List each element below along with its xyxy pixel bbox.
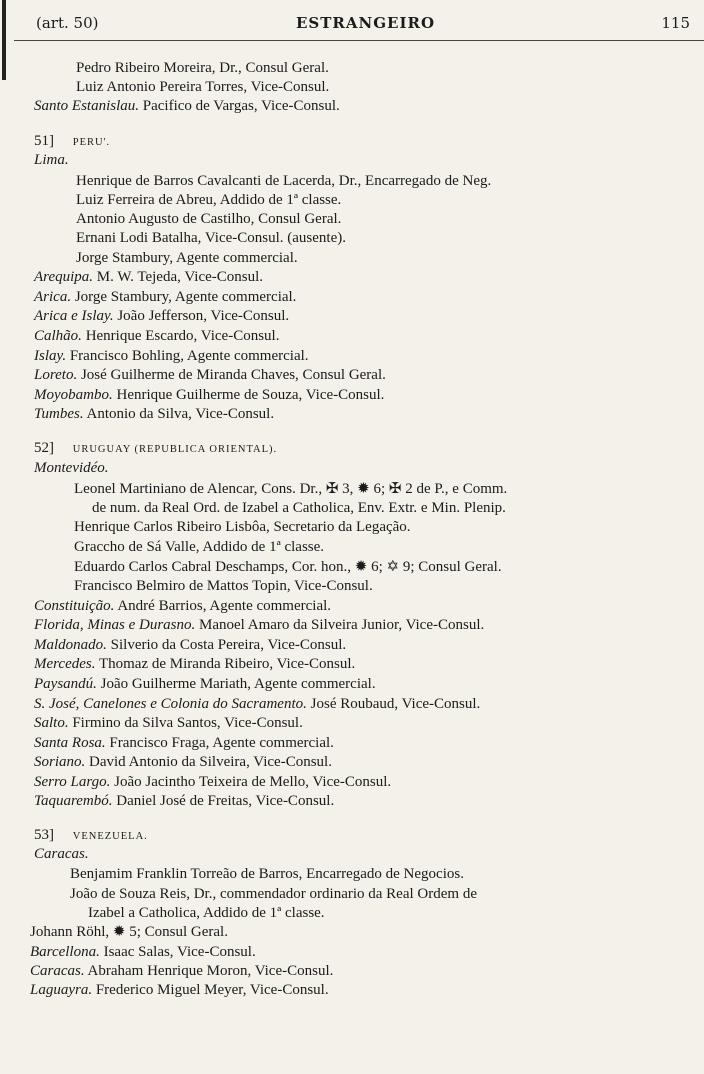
text-line: Henrique de Barros Cavalcanti de Lacerda, Dr., Encarregado de Neg. <box>76 173 492 189</box>
page-edge-shadow <box>2 0 6 80</box>
text-line: Johann Röhl, ✹ 5; Consul Geral. <box>30 924 228 940</box>
text-line: Serro Largo. João Jacintho Teixeira de Mello, Vice-Consul. <box>34 774 392 790</box>
text-line: Caracas. Abraham Henrique Moron, Vice-Consul. <box>30 963 334 979</box>
city-heading: Caracas. <box>34 846 89 862</box>
header-page-number: 115 <box>661 14 690 32</box>
text-line: Benjamim Franklin Torreão de Barros, Encarregado de Negocios. <box>70 866 464 882</box>
text-line: Francisco Belmiro de Mattos Topin, Vice-Consul. <box>74 578 373 594</box>
text-line: S. José, Canelones e Colonia do Sacramento. José Roubaud, Vice-Consul. <box>34 696 481 712</box>
text-line: Santa Rosa. Francisco Fraga, Agente commercial. <box>34 735 334 751</box>
text-line: Henrique Carlos Ribeiro Lisbôa, Secretario da Legação. <box>74 519 411 535</box>
text-line: Moyobambo. Henrique Guilherme de Souza, Vice-Consul. <box>34 387 385 403</box>
text-line: Barcellona. Isaac Salas, Vice-Consul. <box>30 944 256 960</box>
text-line: Eduardo Carlos Cabral Deschamps, Cor. hon., ✹ 6; ✡ 9; Consul Geral. <box>74 559 502 575</box>
section-heading: 53] VENEZUELA. <box>34 827 148 843</box>
text-line: Arica e Islay. João Jefferson, Vice-Consul. <box>34 308 290 324</box>
text-line: Leonel Martiniano de Alencar, Cons. Dr., ✠ 3, ✹ 6; ✠ 2 de P., e Comm. <box>74 481 508 497</box>
text-line: Loreto. José Guilherme de Miranda Chaves, Consul Geral. <box>34 367 386 383</box>
text-line: Mercedes. Thomaz de Miranda Ribeiro, Vice-Consul. <box>34 656 356 672</box>
text-line: Luiz Antonio Pereira Torres, Vice-Consul. <box>76 79 330 95</box>
text-line: Constituição. André Barrios, Agente commercial. <box>34 598 332 614</box>
header-article-ref: (art. 50) <box>36 14 99 32</box>
page-header <box>14 8 704 41</box>
text-line: Tumbes. Antonio da Silva, Vice-Consul. <box>34 406 275 422</box>
text-line: Santo Estanislau. Pacifico de Vargas, Vice-Consul. <box>34 98 340 114</box>
city-heading: Montevidéo. <box>34 460 109 476</box>
text-line: João de Souza Reis, Dr., commendador ordinario da Real Ordem de <box>70 886 477 902</box>
text-line: Soriano. David Antonio da Silveira, Vice-Consul. <box>34 754 332 770</box>
city-heading: Lima. <box>34 152 69 168</box>
text-line: de num. da Real Ord. de Izabel a Catholica, Env. Extr. e Min. Plenip. <box>92 500 506 516</box>
text-line: Paysandú. João Guilherme Mariath, Agente commercial. <box>34 676 376 692</box>
text-line: Taquarembó. Daniel José de Freitas, Vice-Consul. <box>34 793 335 809</box>
text-line: Luiz Ferreira de Abreu, Addido de 1ª classe. <box>76 192 342 208</box>
text-line: Salto. Firmino da Silva Santos, Vice-Consul. <box>34 715 303 731</box>
text-line: Islay. Francisco Bohling, Agente commercial. <box>34 348 309 364</box>
header-title: ESTRANGEIRO <box>296 14 436 32</box>
text-line: Ernani Lodi Batalha, Vice-Consul. (ausente). <box>76 230 346 246</box>
text-line: Jorge Stambury, Agente commercial. <box>76 250 298 266</box>
text-line: Laguayra. Frederico Miguel Meyer, Vice-Consul. <box>30 982 329 998</box>
text-line: Arequipa. M. W. Tejeda, Vice-Consul. <box>34 269 264 285</box>
text-line: Antonio Augusto de Castilho, Consul Geral. <box>76 211 342 227</box>
text-line: Arica. Jorge Stambury, Agente commercial. <box>34 289 297 305</box>
section-heading: 52] URUGUAY (REPUBLICA ORIENTAL). <box>34 440 278 456</box>
text-line: Izabel a Catholica, Addido de 1ª classe. <box>88 905 325 921</box>
text-line: Pedro Ribeiro Moreira, Dr., Consul Geral. <box>76 60 329 76</box>
section-heading: 51] PERU'. <box>34 133 111 149</box>
text-line: Graccho de Sá Valle, Addido de 1ª classe. <box>74 539 325 555</box>
text-line: Florida, Minas e Durasno. Manoel Amaro da Silveira Junior, Vice-Consul. <box>34 617 485 633</box>
text-line: Maldonado. Silverio da Costa Pereira, Vice-Consul. <box>34 637 347 653</box>
text-line: Calhão. Henrique Escardo, Vice-Consul. <box>34 328 280 344</box>
